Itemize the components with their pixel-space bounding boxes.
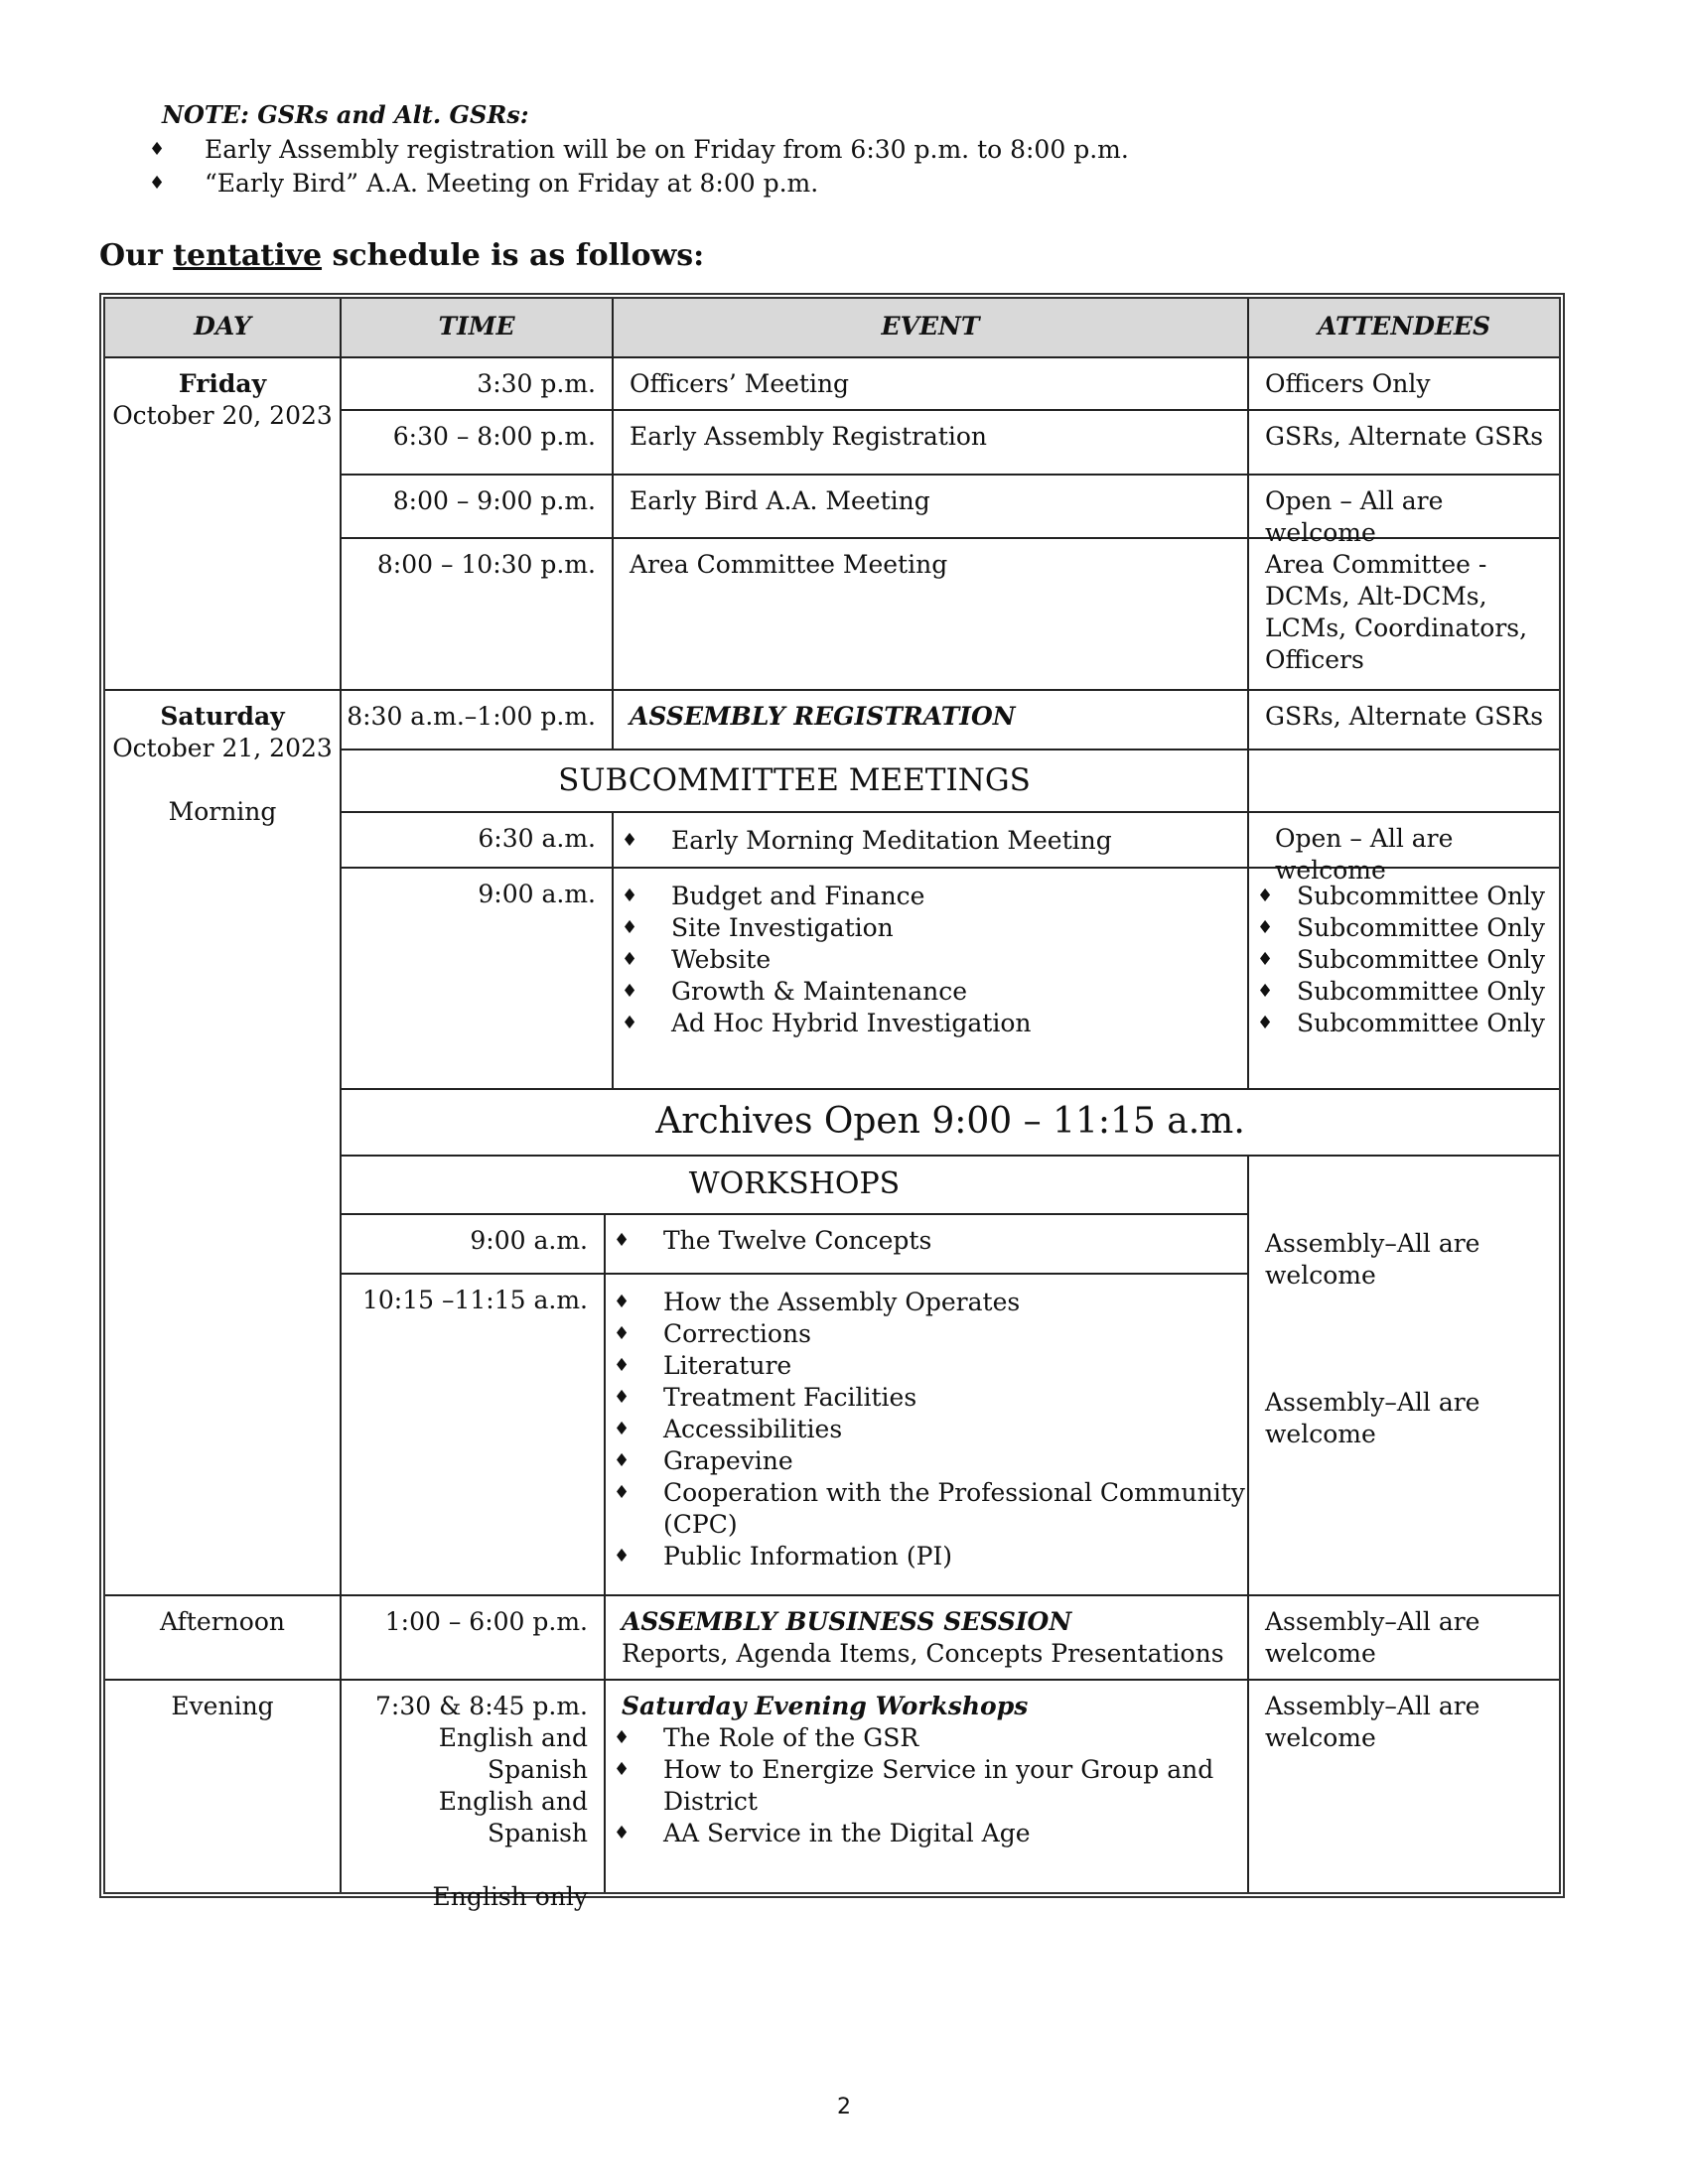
event-cell: [606, 1215, 1249, 1275]
diamond-bullet-icon: ♦: [622, 981, 638, 1002]
diamond-bullet-icon: ♦: [622, 830, 638, 851]
event-cell: ASSEMBLY BUSINESS SESSION Reports, Agenda Items, Concepts Presentations: [606, 1596, 1249, 1681]
diamond-bullet-icon: ♦: [622, 1013, 638, 1033]
list-item: ♦ The Role of the GSR: [614, 1723, 919, 1752]
diamond-bullet-icon: ♦: [622, 886, 638, 906]
event-cell: ASSEMBLY REGISTRATION: [614, 691, 1249, 751]
evening-day-cell: Evening: [105, 1681, 342, 1892]
list-item: ♦ Public Information (PI): [614, 1542, 953, 1570]
empty-cell: [1249, 751, 1559, 813]
saturday-date: October 21, 2023: [112, 734, 333, 762]
diamond-bullet-icon: ♦: [614, 1823, 631, 1843]
time-cell: 10:15 –11:15 a.m.: [342, 1275, 606, 1596]
list-item: ♦ Ad Hoc Hybrid Investigation: [622, 1009, 1032, 1037]
time-cell: 8:30 a.m.–1:00 p.m.: [342, 691, 614, 751]
list-item: ♦ Subcommittee Only: [1257, 1009, 1546, 1037]
list-item: ♦ Treatment Facilities: [614, 1383, 917, 1412]
attendees-cell: Open – All are welcome: [1249, 813, 1559, 869]
list-item: ♦ Subcommittee Only: [1257, 882, 1546, 910]
diamond-bullet-icon: ♦: [1257, 886, 1274, 906]
list-item: ♦ How to Energize Service in your Group and District: [614, 1755, 1214, 1816]
note-item: ♦ Early Assembly registration will be on Friday from 6:30 p.m. to 8:00 p.m.: [149, 133, 1129, 167]
diamond-bullet-icon: ♦: [1257, 949, 1274, 970]
list-item: ♦ Subcommittee Only: [1257, 977, 1546, 1006]
list-item: ♦ Corrections: [614, 1319, 811, 1348]
attendees-cell: Area Committee - DCMs, Alt-DCMs, LCMs, Coordinators, Officers: [1249, 539, 1559, 691]
schedule-table: [99, 293, 1565, 1911]
list-item: ♦ Subcommittee Only: [1257, 913, 1546, 942]
diamond-bullet-icon: ♦: [614, 1323, 631, 1344]
event-cell: Area Committee Meeting: [614, 539, 1249, 691]
diamond-bullet-icon: ♦: [614, 1450, 631, 1471]
attendees-cell: GSRs, Alternate GSRs: [1249, 691, 1559, 751]
time-cell: 9:00 a.m.: [342, 869, 614, 1090]
evening-event-cell: Saturday Evening Workshops ♦ The Role of the GSR ♦ How to Energize Service in your Group and District ♦ AA Service in the Digital Age: [606, 1681, 1249, 1892]
time-cell: 8:00 – 9:00 p.m.: [342, 476, 614, 539]
diamond-bullet-icon: ♦: [149, 173, 166, 194]
list-item: ♦ Site Investigation: [622, 913, 894, 942]
friday-day-cell: [105, 358, 342, 691]
attendees-cell: [1249, 869, 1559, 1090]
friday-label: Friday: [178, 369, 267, 398]
attendees-cell: Open – All are welcome: [1249, 476, 1559, 539]
list-item: ♦ Cooperation with the Professional Community (CPC): [614, 1478, 1245, 1539]
workshop-attendees-1: Assembly–All are welcome: [1265, 1229, 1480, 1290]
subcommittee-attendees-list: [1249, 881, 1559, 1039]
schedule-heading: Our tentative schedule is as follows:: [99, 238, 705, 273]
list-item: ♦ Accessibilities: [614, 1415, 843, 1443]
event-cell: Early Bird A.A. Meeting: [614, 476, 1249, 539]
list-item: ♦ Growth & Maintenance: [622, 977, 968, 1006]
diamond-bullet-icon: ♦: [614, 1419, 631, 1439]
header-time: TIME: [342, 299, 614, 358]
saturday-label: Saturday: [160, 702, 285, 731]
workshop-attendees-cell: [1249, 1157, 1559, 1596]
note-item: ♦ “Early Bird” A.A. Meeting on Friday at 8:00 p.m.: [149, 167, 1129, 201]
note-list: [149, 133, 1129, 201]
diamond-bullet-icon: ♦: [614, 1727, 631, 1748]
list-item: ♦ AA Service in the Digital Age: [614, 1819, 1031, 1847]
diamond-bullet-icon: ♦: [1257, 917, 1274, 938]
event-cell: [614, 869, 1249, 1090]
time-cell: 6:30 – 8:00 p.m.: [342, 411, 614, 476]
evening-workshop-list: [606, 1722, 1247, 1849]
header-attendees: ATTENDEES: [1249, 299, 1559, 358]
diamond-bullet-icon: ♦: [614, 1355, 631, 1376]
archives-row: Archives Open 9:00 – 11:15 a.m.: [342, 1090, 1559, 1157]
diamond-bullet-icon: ♦: [1257, 1013, 1274, 1033]
event-cell: Early Assembly Registration: [614, 411, 1249, 476]
workshop-list: [606, 1287, 1247, 1572]
diamond-bullet-icon: ♦: [614, 1759, 631, 1780]
attendees-cell: Officers Only: [1249, 358, 1559, 411]
morning-label: Morning: [168, 797, 277, 826]
time-cell: 8:00 – 10:30 p.m.: [342, 539, 614, 691]
list-item: ♦ Literature: [614, 1351, 792, 1380]
list-item: ♦ Subcommittee Only: [1257, 945, 1546, 974]
time-cell: 3:30 p.m.: [342, 358, 614, 411]
afternoon-day-cell: Afternoon: [105, 1596, 342, 1681]
friday-date: October 20, 2023: [112, 401, 333, 430]
diamond-bullet-icon: ♦: [1257, 981, 1274, 1002]
note-title: NOTE: GSRs and Alt. GSRs:: [162, 100, 529, 129]
diamond-bullet-icon: ♦: [614, 1546, 631, 1567]
header-event: EVENT: [614, 299, 1249, 358]
subcommittee-list: [614, 881, 1247, 1039]
event-cell: Officers’ Meeting: [614, 358, 1249, 411]
workshop-attendees-2: Assembly–All are welcome: [1265, 1388, 1480, 1448]
page-number: 2: [837, 2095, 851, 2119]
workshops-title: WORKSHOPS: [342, 1157, 1249, 1215]
header-day: DAY: [105, 299, 342, 358]
saturday-day-cell: [105, 691, 342, 1596]
time-cell: 9:00 a.m.: [342, 1215, 606, 1275]
list-item: ♦ The Twelve Concepts: [614, 1226, 932, 1255]
list-item: ♦ Website: [622, 945, 772, 974]
diamond-bullet-icon: ♦: [622, 917, 638, 938]
diamond-bullet-icon: ♦: [614, 1292, 631, 1312]
event-cell: [614, 813, 1249, 869]
diamond-bullet-icon: ♦: [622, 949, 638, 970]
diamond-bullet-icon: ♦: [614, 1387, 631, 1408]
attendees-cell: Assembly–All are welcome: [1249, 1596, 1559, 1681]
attendees-cell: Assembly–All are welcome: [1265, 1692, 1480, 1752]
subcommittee-meetings-title: SUBCOMMITTEE MEETINGS: [342, 751, 1249, 813]
list-item: ♦ Early Morning Meditation Meeting: [622, 826, 1112, 855]
evening-time-cell: 7:30 & 8:45 p.m. English and Spanish English and Spanish English only: [342, 1681, 606, 1892]
time-cell: 1:00 – 6:00 p.m.: [342, 1596, 606, 1681]
time-cell: 6:30 a.m.: [342, 813, 614, 869]
attendees-cell: GSRs, Alternate GSRs: [1249, 411, 1559, 476]
list-item: ♦ Budget and Finance: [622, 882, 925, 910]
event-cell: [606, 1275, 1249, 1596]
diamond-bullet-icon: ♦: [614, 1482, 631, 1503]
list-item: ♦ How the Assembly Operates: [614, 1288, 1021, 1316]
diamond-bullet-icon: ♦: [149, 139, 166, 160]
diamond-bullet-icon: ♦: [614, 1230, 631, 1251]
list-item: ♦ Grapevine: [614, 1446, 793, 1475]
